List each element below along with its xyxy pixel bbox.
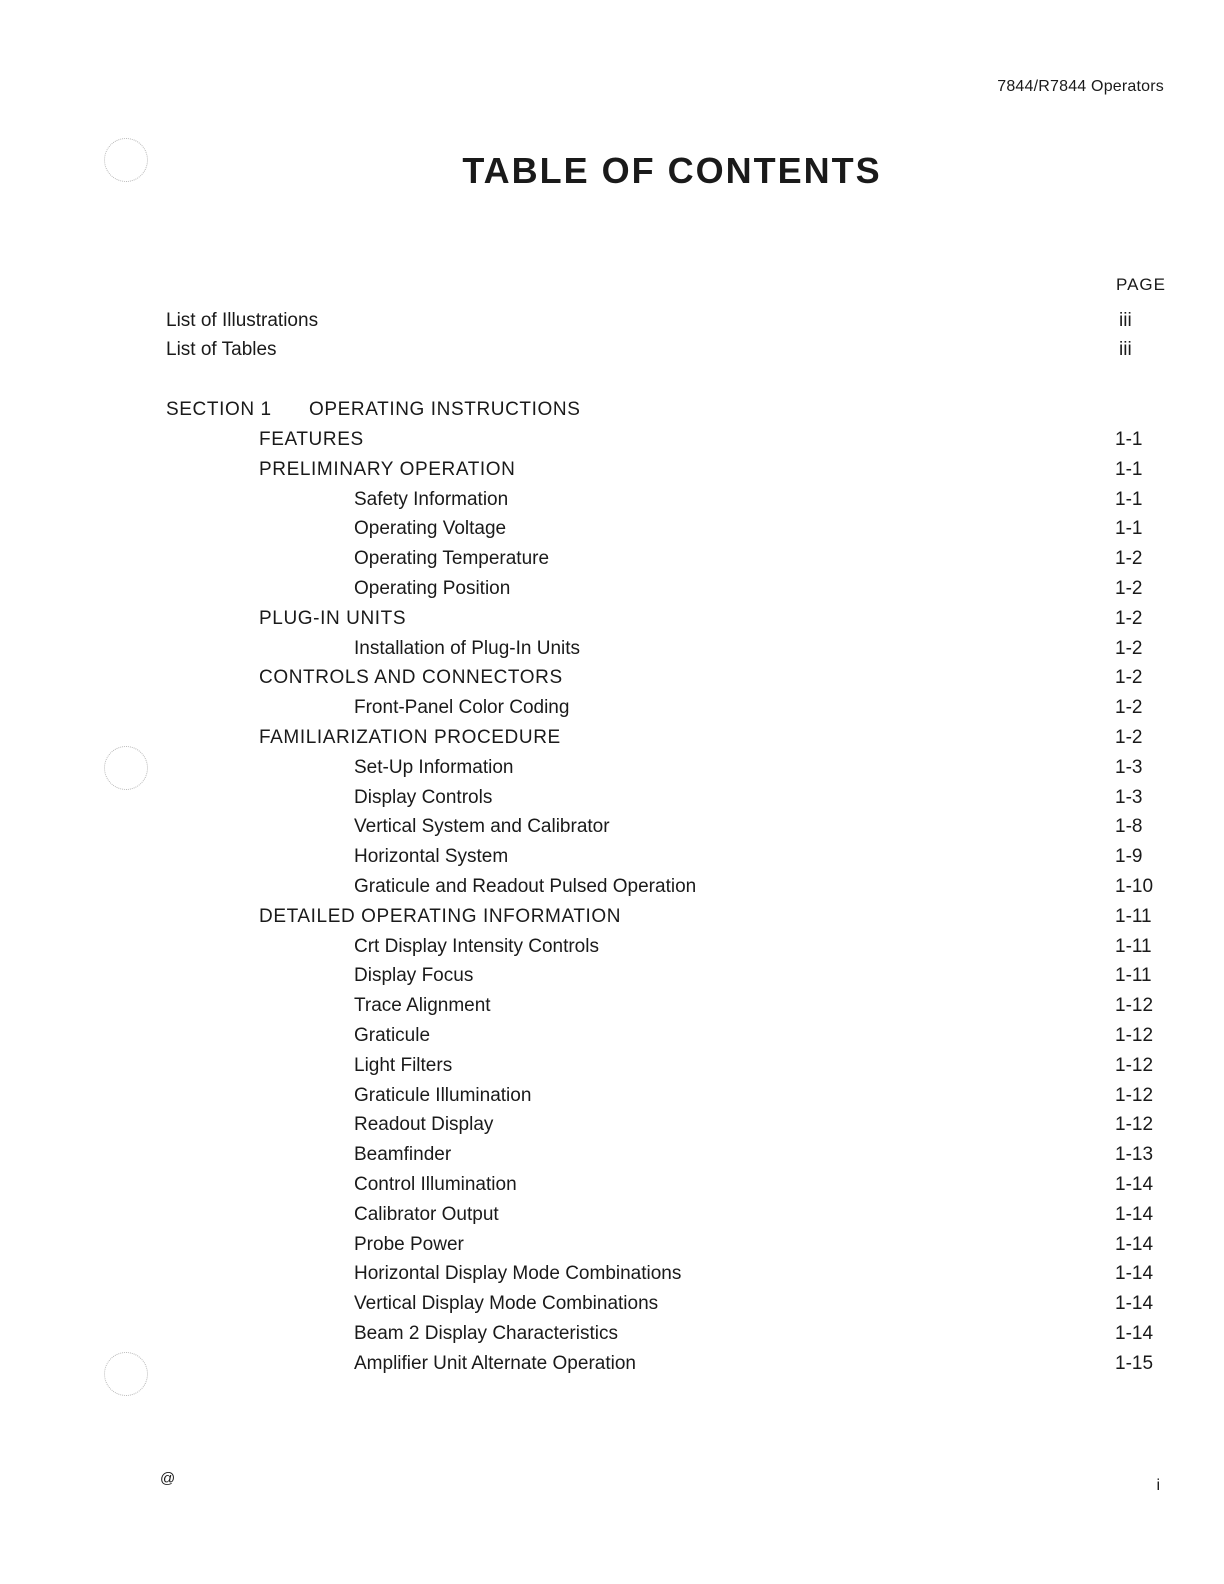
toc-entry [0, 307, 1224, 335]
toc-entry-label: Installation of Plug-In Units [354, 637, 581, 659]
toc-entry-label: Graticule [354, 1025, 431, 1046]
toc-entry-page: 1-3 [1115, 786, 1143, 808]
toc-entry [0, 515, 1224, 543]
toc-entry [0, 664, 1224, 692]
toc-entry-page: 1-2 [1115, 548, 1143, 570]
toc-entry-page: iii [1119, 339, 1132, 360]
toc-entry [0, 843, 1224, 871]
page-title: TABLE OF CONTENTS [462, 150, 882, 191]
toc-entry [0, 992, 1224, 1020]
toc-entry-label: Operating Voltage [354, 518, 507, 540]
toc-entry-label: Horizontal Display Mode Combinations [354, 1263, 682, 1285]
toc-entry-label: Beam 2 Display Characteristics [354, 1323, 618, 1344]
toc-entry [0, 1052, 1224, 1080]
toc-entry-label: Crt Display Intensity Controls [354, 935, 599, 957]
toc-entry-label: Control Illumination [354, 1174, 517, 1195]
toc-entry-label: FAMILIARIZATION PROCEDURE [259, 727, 561, 748]
toc-entry-page: 1-12 [1115, 1054, 1154, 1076]
toc-entry-page: 1-12 [1115, 995, 1154, 1017]
toc-entry-label: Safety Information [354, 488, 509, 510]
toc-entry [0, 784, 1224, 812]
toc-entry [0, 426, 1224, 454]
toc-entry [0, 1350, 1224, 1378]
toc-entry [0, 1111, 1224, 1139]
toc-entry-page: 1-1 [1115, 429, 1143, 450]
toc-entry [0, 1082, 1224, 1110]
toc-entry [0, 1290, 1224, 1318]
toc-entry-page: 1-8 [1115, 816, 1143, 838]
toc-entry [0, 1022, 1224, 1050]
toc-entry-page: 1-12 [1115, 1084, 1154, 1106]
toc-entry-label: Front-Panel Color Coding [354, 697, 570, 719]
toc-entry [0, 724, 1224, 752]
toc-entry [0, 1171, 1224, 1199]
toc-entry-page: iii [1119, 310, 1132, 331]
toc-entry-page: 1-2 [1115, 697, 1143, 719]
section-number: SECTION 1 [166, 399, 272, 420]
toc-entry [0, 486, 1224, 514]
toc-entry-page: 1-2 [1115, 637, 1143, 659]
toc-entry-label: Operating Temperature [354, 548, 550, 570]
toc-entry-page: 1-14 [1115, 1203, 1154, 1225]
toc-entry [0, 933, 1224, 961]
toc-entry-page: 1-14 [1115, 1323, 1154, 1344]
toc-entry-label: Set-Up Information [354, 756, 514, 778]
toc-entry-page: 1-9 [1115, 846, 1143, 868]
toc-entry-page: 1-12 [1115, 1114, 1154, 1136]
toc-entry-label: DETAILED OPERATING INFORMATION [259, 905, 622, 927]
toc-entry-page: 1-1 [1115, 488, 1143, 510]
document-id: 7844/R7844 Operators [997, 78, 1164, 95]
toc-entry-label: Operating Position [354, 578, 511, 599]
toc-entry-label: PRELIMINARY OPERATION [259, 458, 516, 480]
toc-entry [0, 1141, 1224, 1169]
page-column-heading: PAGE [1116, 275, 1166, 294]
toc-entry-page: 1-14 [1115, 1174, 1154, 1195]
toc-entry-label: List of Illustrations [166, 310, 319, 331]
toc-entry-page: 1-2 [1115, 667, 1143, 689]
toc-entry [0, 635, 1224, 663]
toc-entry [0, 336, 1224, 364]
toc-entry-label: Graticule and Readout Pulsed Operation [354, 876, 697, 897]
toc-entry-page: 1-12 [1115, 1025, 1154, 1046]
toc-entry-label: Vertical Display Mode Combinations [354, 1293, 659, 1315]
toc-entry [0, 1201, 1224, 1229]
toc-entry-page: 1-2 [1115, 607, 1143, 629]
section-title: OPERATING INSTRUCTIONS [309, 399, 581, 420]
toc-entry [0, 456, 1224, 484]
toc-entry-label: Probe Power [354, 1233, 464, 1255]
toc-entry [0, 903, 1224, 931]
footer-mark: @ [160, 1470, 176, 1487]
toc-entry-label: CONTROLS AND CONNECTORS [259, 667, 563, 689]
toc-entry-label: Trace Alignment [354, 995, 491, 1017]
toc-entry-label: Calibrator Output [354, 1203, 499, 1225]
toc-entry [0, 694, 1224, 722]
toc-entry-page: 1-14 [1115, 1233, 1154, 1255]
toc-entry-page: 1-1 [1115, 518, 1143, 540]
toc-entry-page: 1-10 [1115, 876, 1154, 897]
toc-entry-label: List of Tables [166, 339, 277, 360]
toc-entry [0, 1231, 1224, 1259]
toc-entry-page: 1-14 [1115, 1293, 1154, 1315]
toc-entry-page: 1-11 [1115, 965, 1152, 987]
toc-entry-page: 1-2 [1115, 578, 1143, 599]
toc-entry-page: 1-1 [1115, 458, 1143, 480]
toc-entry [0, 1260, 1224, 1288]
toc-entry-label: Display Controls [354, 786, 493, 808]
toc-entry-page: 1-2 [1115, 727, 1143, 748]
toc-entry-page: 1-13 [1115, 1144, 1154, 1166]
toc-entry [0, 545, 1224, 573]
toc-entry-label: Amplifier Unit Alternate Operation [354, 1352, 636, 1374]
toc-entry [0, 605, 1224, 633]
toc-entry-label: FEATURES [259, 429, 364, 450]
toc-entry-page: 1-15 [1115, 1352, 1154, 1374]
toc-entry-page: 1-14 [1115, 1263, 1154, 1285]
toc-entry [0, 1320, 1224, 1348]
toc-entry [0, 962, 1224, 990]
toc-entry [0, 575, 1224, 603]
toc-entry-page: 1-11 [1115, 905, 1152, 927]
footer-page-number: i [1156, 1477, 1160, 1494]
toc-entry [0, 754, 1224, 782]
toc-entry [0, 813, 1224, 841]
toc-entry-label: Graticule Illumination [354, 1084, 532, 1106]
toc-entry [0, 873, 1224, 901]
section-heading [0, 396, 1224, 424]
toc-entry-label: Vertical System and Calibrator [354, 816, 610, 838]
toc-entry-label: Horizontal System [354, 846, 509, 868]
toc-entry-label: Display Focus [354, 965, 474, 987]
toc-entry-label: Readout Display [354, 1114, 494, 1136]
toc-entry-page: 1-3 [1115, 756, 1143, 778]
toc-entry-label: PLUG-IN UNITS [259, 607, 407, 629]
toc-entry-page: 1-11 [1115, 935, 1152, 957]
toc-entry-label: Light Filters [354, 1054, 453, 1076]
toc-entry-label: Beamfinder [354, 1144, 452, 1166]
